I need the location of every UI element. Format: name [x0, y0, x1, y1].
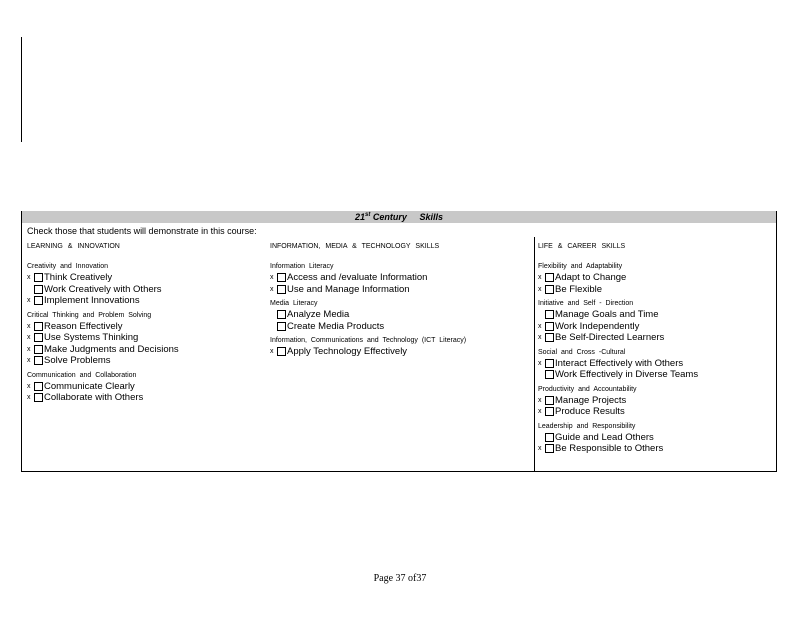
check-mark: x: [538, 408, 542, 416]
check-mark: x: [27, 357, 31, 365]
skill-label: Be Flexible: [555, 283, 602, 295]
skill-label: Access and /evaluate Information: [287, 272, 428, 284]
check-mark: x: [538, 334, 542, 342]
checkbox-icon[interactable]: [545, 273, 554, 282]
skill-group: [27, 311, 262, 367]
check-mark: x: [27, 345, 31, 353]
skill-group-title: Information Literacy: [270, 263, 334, 270]
margin-rule: [21, 37, 22, 142]
skill-item: [27, 381, 262, 393]
column-learning-innovation: [27, 242, 262, 406]
title-century: Century: [372, 212, 407, 222]
table-title: [22, 211, 776, 223]
skill-item: [270, 272, 530, 284]
skill-group-title: Productivity and Accountability: [538, 385, 637, 393]
skill-item: [538, 309, 776, 321]
column-divider: [534, 237, 535, 472]
column-heading: LEARNING & INNOVATION: [27, 243, 120, 250]
skill-item: [538, 443, 776, 455]
skill-group: [270, 299, 530, 332]
page-footer: [0, 573, 800, 584]
page-label: Page: [373, 573, 394, 584]
skill-label: Produce Results: [555, 406, 625, 418]
skill-group-title: Social and Cross -Cultural: [538, 348, 626, 356]
skill-group-title: Creativity and Innovation: [27, 263, 109, 270]
skill-item: [27, 321, 262, 333]
skill-label: Make Judgments and Decisions: [44, 343, 179, 355]
check-mark: x: [27, 394, 31, 402]
skills-table: [21, 211, 777, 472]
column-heading: LIFE & CAREER SKILLS: [538, 243, 626, 250]
check-mark: x: [270, 285, 274, 293]
checkbox-icon[interactable]: [34, 273, 43, 282]
skill-item: [538, 395, 776, 407]
skill-label: Collaborate with Others: [44, 392, 144, 404]
skill-group-title: Critical Thinking and Problem Solving: [27, 311, 152, 319]
title-skills: Skills: [419, 212, 443, 222]
skill-item: [538, 332, 776, 344]
skill-label: Apply Technology Effectively: [287, 346, 408, 358]
skill-item: [27, 355, 262, 367]
skill-item: [270, 309, 530, 321]
checkbox-icon[interactable]: [34, 285, 43, 294]
skill-label: Create Media Products: [287, 320, 385, 332]
column-life-career: [538, 242, 776, 457]
check-mark: x: [538, 274, 542, 282]
skill-label: Be Responsible to Others: [555, 443, 664, 455]
skill-item: [270, 346, 530, 358]
skill-item: [27, 272, 262, 284]
skill-item: [270, 321, 530, 333]
check-mark: x: [538, 445, 542, 453]
checkbox-icon[interactable]: [34, 345, 43, 354]
skill-label: Reason Effectively: [44, 320, 123, 332]
checkbox-icon[interactable]: [277, 347, 286, 356]
skill-group-title: Information, Communications and Technology (ICT Literacy): [270, 337, 467, 344]
skill-group: [538, 348, 776, 381]
check-mark: x: [27, 382, 31, 390]
skill-item: [27, 332, 262, 344]
skill-group: [27, 262, 262, 307]
skill-group: [27, 371, 262, 404]
skill-item: [538, 272, 776, 284]
skill-group: [538, 385, 776, 418]
checkbox-icon[interactable]: [545, 310, 554, 319]
skill-item: [27, 284, 262, 296]
skill-group: [538, 262, 776, 295]
check-mark: x: [270, 274, 274, 282]
skill-item: [27, 344, 262, 356]
checkbox-icon[interactable]: [545, 407, 554, 416]
skill-label: Manage Goals and Time: [555, 309, 659, 321]
checkbox-icon[interactable]: [545, 322, 554, 331]
check-mark: x: [27, 274, 31, 282]
checkbox-icon[interactable]: [277, 322, 286, 331]
checkbox-icon[interactable]: [34, 296, 43, 305]
check-mark: x: [27, 297, 31, 305]
checkbox-icon[interactable]: [545, 396, 554, 405]
column-heading: INFORMATION, MEDIA & TECHNOLOGY SKILLS: [270, 243, 440, 250]
skill-group-title: Initiative and Self - Direction: [538, 300, 634, 307]
skill-label: Work Effectively in Diverse Teams: [555, 369, 699, 381]
skill-label: Use and Manage Information: [287, 283, 410, 295]
checkbox-icon[interactable]: [34, 382, 43, 391]
skill-group-title: Leadership and Responsibility: [538, 422, 636, 430]
of-label: of: [408, 573, 417, 584]
skill-label: Think Creatively: [44, 272, 113, 284]
skill-item: [27, 392, 262, 404]
skill-item: [27, 295, 262, 307]
skill-item: [538, 284, 776, 296]
skill-label: Communicate Clearly: [44, 380, 135, 392]
check-mark: x: [538, 322, 542, 330]
check-mark: x: [538, 359, 542, 367]
skill-group: [270, 336, 530, 358]
skill-group: [538, 422, 776, 455]
skill-item: [270, 284, 530, 296]
checkbox-icon[interactable]: [34, 393, 43, 402]
skill-label: Work Creatively with Others: [44, 283, 162, 295]
column-information-media-technology: [270, 242, 530, 360]
check-mark: x: [27, 334, 31, 342]
check-mark: x: [538, 285, 542, 293]
checkbox-icon[interactable]: [545, 333, 554, 342]
skill-item: [538, 321, 776, 333]
page-total: 37: [416, 573, 427, 584]
checkbox-icon[interactable]: [34, 333, 43, 342]
skill-item: [538, 406, 776, 418]
skill-item: [538, 369, 776, 381]
skill-label: Manage Projects: [555, 394, 627, 406]
skill-label: Be Self-Directed Learners: [555, 332, 665, 344]
instructions-text: Check those that students will demonstrate in this course:: [27, 226, 257, 236]
checkbox-icon[interactable]: [545, 370, 554, 379]
checkbox-icon[interactable]: [545, 433, 554, 442]
skill-group-title: Communication and Collaboration: [27, 371, 137, 379]
skill-label: Work Independently: [555, 320, 640, 332]
check-mark: x: [538, 396, 542, 404]
skill-label: Solve Problems: [44, 355, 111, 367]
skill-group-title: Flexibility and Adaptability: [538, 263, 623, 270]
title-number: 21: [355, 212, 366, 222]
skill-label: Analyze Media: [287, 309, 350, 321]
title-superscript: st: [365, 212, 371, 218]
checkbox-icon[interactable]: [277, 285, 286, 294]
checkbox-icon[interactable]: [277, 273, 286, 282]
skill-label: Use Systems Thinking: [44, 332, 139, 344]
skill-item: [538, 358, 776, 370]
checkbox-icon[interactable]: [545, 359, 554, 368]
skill-label: Guide and Lead Others: [555, 431, 654, 443]
check-mark: x: [27, 322, 31, 330]
checkbox-icon[interactable]: [277, 310, 286, 319]
page-number: 37: [395, 573, 406, 584]
checkbox-icon[interactable]: [545, 444, 554, 453]
skill-group: [270, 262, 530, 295]
skill-item: [538, 432, 776, 444]
check-mark: x: [270, 348, 274, 356]
checkbox-icon[interactable]: [34, 356, 43, 365]
skill-group: [538, 299, 776, 344]
skill-label: Interact Effectively with Others: [555, 357, 684, 369]
skill-label: Implement Innovations: [44, 295, 140, 307]
skill-label: Adapt to Change: [555, 272, 627, 284]
checkbox-icon[interactable]: [34, 322, 43, 331]
skill-group-title: Media Literacy: [270, 300, 318, 307]
checkbox-icon[interactable]: [545, 285, 554, 294]
